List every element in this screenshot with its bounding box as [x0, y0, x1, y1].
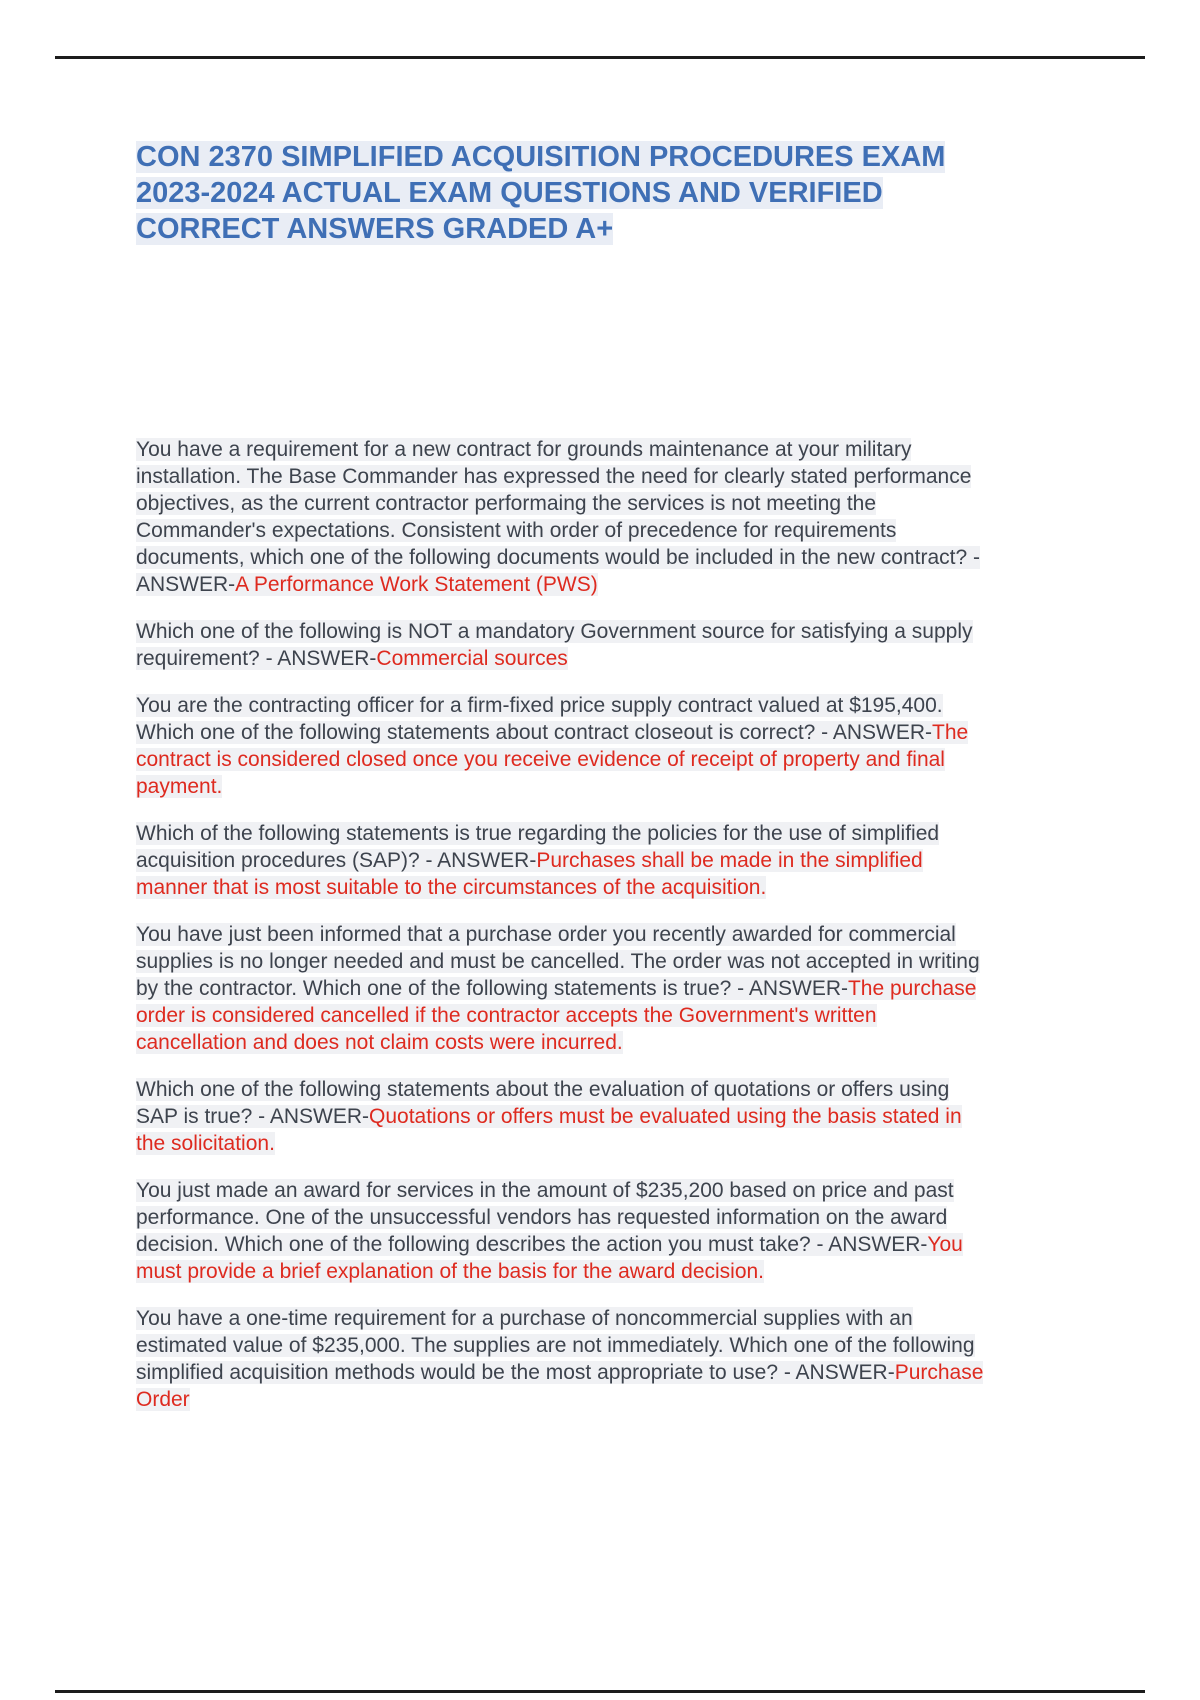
qa-item	[136, 1076, 984, 1157]
answer-text: The purchase order is considered cancelled if the contractor accepts the Government's written cancellation and does not claim costs were incurred.	[136, 977, 977, 1054]
question-text: You have a one-time requirement for a purchase of noncommercial supplies with an estimated value of $235,000. The supplies are not immediately. Which one of the following simplified acquisition methods would be the most appropriate to use? - ANSWER-	[136, 1307, 975, 1384]
answer-text: A Performance Work Statement (PWS)	[235, 573, 598, 596]
answer-text: Purchase Order	[136, 1361, 984, 1411]
bottom-divider	[55, 1690, 1145, 1693]
qa-item	[136, 921, 984, 1056]
answer-text: Commercial sources	[376, 647, 568, 670]
qa-item	[136, 692, 984, 800]
answer-text: Quotations or offers must be evaluated using the basis stated in the solicitation.	[136, 1105, 962, 1155]
qa-item	[136, 1177, 984, 1285]
question-text: You are the contracting officer for a firm-fixed price supply contract valued at $195,400. Which one of the following statements about contract closeout is correct? - ANSWER-	[136, 694, 943, 744]
qa-item	[136, 820, 984, 901]
question-text: You have a requirement for a new contract for grounds maintenance at your military installation. The Base Commander has expressed the need for clearly stated performance objectives, as the current contractor performaing the services is not meeting the Commander's expectations. Consistent with order of precedence for requirements documents, which one of the following documents would be included in the new contract? - ANSWER-	[136, 438, 980, 596]
qa-item	[136, 618, 984, 672]
qa-item	[136, 436, 984, 598]
top-divider	[55, 56, 1145, 59]
question-text: Which one of the following statements about the evaluation of quotations or offers using SAP is true? - ANSWER-	[136, 1078, 950, 1128]
page-title	[136, 139, 984, 247]
answer-text: Purchases shall be made in the simplified manner that is most suitable to the circumstances of the acquisition.	[136, 849, 923, 899]
question-text: You have just been informed that a purchase order you recently awarded for commercial supplies is no longer needed and must be cancelled. The order was not accepted in writing by the contractor. Which one of the following statements is true? - ANSWER-	[136, 923, 980, 1000]
question-text: You just made an award for services in the amount of $235,200 based on price and past performance. One of the unsuccessful vendors has requested information on the award decision. Which one of the following describes the action you must take? - ANSWER-	[136, 1179, 954, 1256]
page-title-text: CON 2370 SIMPLIFIED ACQUISITION PROCEDURES EXAM 2023-2024 ACTUAL EXAM QUESTIONS AND VERIFIED CORRECT ANSWERS GRADED A+	[136, 141, 946, 245]
qa-item	[136, 1305, 984, 1413]
question-text: Which of the following statements is true regarding the policies for the use of simplified acquisition procedures (SAP)? - ANSWER-	[136, 822, 940, 872]
question-text: Which one of the following is NOT a mandatory Government source for satisfying a supply requirement? - ANSWER-	[136, 620, 973, 670]
qa-list	[136, 436, 984, 1433]
answer-text: You must provide a brief explanation of the basis for the award decision.	[136, 1233, 963, 1283]
answer-text: The contract is considered closed once you receive evidence of receipt of property and final payment.	[136, 721, 969, 798]
